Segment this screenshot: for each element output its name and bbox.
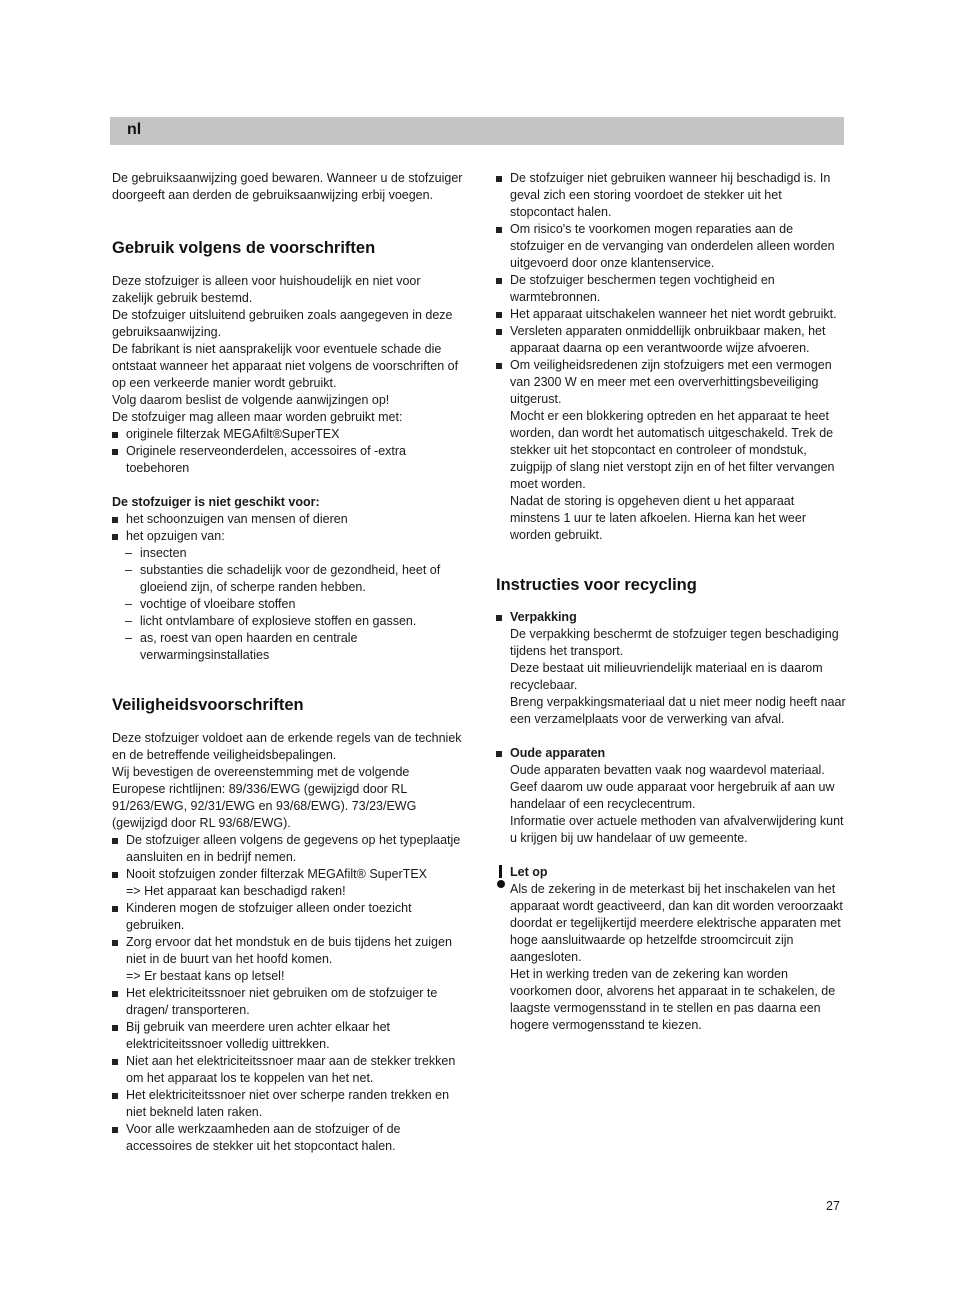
overheat-paragraph: Mocht er een blokkering optreden en het apparaat te heet worden, dan wordt het automatisch uitgeschakeld. Trek de stekker uit het stopcontact en controleer of mondstuk, zuigpijp of slang niet verstopt zijn en of het filter vervangen moet worden. bbox=[510, 409, 835, 491]
usage-paragraph: De stofzuiger mag alleen maar worden gebruikt met: bbox=[112, 410, 403, 424]
list-item: De stofzuiger alleen volgens de gegevens op het typeplaatje aansluiten en in bedrijf nemen. bbox=[112, 832, 464, 866]
list-item: De stofzuiger beschermen tegen vochtigheid en warmtebronnen. bbox=[496, 272, 846, 306]
section-title-safety: Veiligheidsvoorschriften bbox=[112, 696, 304, 714]
safety-paragraph: Wij bevestigen de overeenstemming met de volgende Europese richtlijnen: 89/336/EWG (gewijzigd door RL 91/263/EWG, 92/31/EWG en 93/68/EWG). 73/23/EWG (gewijzigd door RL 93/68/EWG). bbox=[112, 765, 417, 830]
packaging-heading: Verpakking bbox=[496, 609, 846, 626]
not-suitable-heading: De stofzuiger is niet geschikt voor: bbox=[112, 495, 320, 509]
list-item: Originele reserveonderdelen, accessoires of -extra toebehoren bbox=[112, 443, 464, 477]
list-item: Bij gebruik van meerdere uren achter elkaar het elektriciteitssnoer volledig uittrekken. bbox=[112, 1019, 464, 1053]
list-item: De stofzuiger niet gebruiken wanneer hij beschadigd is. In geval zich een storing voordoet de stekker uit het stopcontact halen. bbox=[496, 170, 846, 221]
right-column bbox=[496, 170, 846, 1034]
list-item: Kinderen mogen de stofzuiger alleen onder toezicht gebruiken. bbox=[112, 900, 464, 934]
packaging-paragraph: De verpakking beschermt de stofzuiger tegen beschadiging tijdens het transport. bbox=[510, 627, 839, 658]
note-paragraph: Het in werking treden van de zekering kan worden voorkomen door, alvorens het apparaat in te schakelen, de laagste vermogensstand in te stellen en pas daarna een hogere vermogensstand te kiezen. bbox=[510, 967, 836, 1032]
note-heading bbox=[496, 864, 846, 881]
list-item: het schoonzuigen van mensen of dieren bbox=[112, 511, 464, 528]
section-title-usage: Gebruik volgens de voorschriften bbox=[112, 239, 376, 257]
safety-list-continued bbox=[496, 170, 846, 408]
list-item: Het apparaat uitschakelen wanneer het niet wordt gebruikt. bbox=[496, 306, 846, 323]
dash-item: – licht ontvlambare of explosieve stoffen en gassen. bbox=[112, 613, 464, 630]
list-item: het opzuigen van: bbox=[112, 528, 464, 545]
usage-list bbox=[112, 426, 464, 477]
list-item: Het elektriciteitssnoer niet over scherpe randen trekken en niet bekneld laten raken. bbox=[112, 1087, 464, 1121]
language-header-bar bbox=[110, 117, 844, 145]
list-item: Voor alle werkzaamheden aan de stofzuiger of de accessoires de stekker uit het stopcontact halen. bbox=[112, 1121, 464, 1155]
list-item: Nooit stofzuigen zonder filterzak MEGAfilt® SuperTEX => Het apparaat kan beschadigd raken! bbox=[112, 866, 464, 900]
dash-item: – as, roest van open haarden en centrale verwarmingsinstallaties bbox=[112, 630, 464, 664]
list-item: Het elektriciteitssnoer niet gebruiken om de stofzuiger te dragen/ transporteren. bbox=[112, 985, 464, 1019]
usage-paragraph: Deze stofzuiger is alleen voor huishoudelijk en niet voor zakelijk gebruik bestemd. bbox=[112, 274, 421, 305]
not-suitable-list bbox=[112, 511, 464, 664]
dash-item: – insecten bbox=[112, 545, 464, 562]
dash-item: – substanties die schadelijk voor de gezondheid, heet of gloeiend zijn, of scherpe randen hebben. bbox=[112, 562, 464, 596]
usage-paragraph: Volg daarom beslist de volgende aanwijzingen op! bbox=[112, 393, 390, 407]
old-appliances-paragraph: Informatie over actuele methoden van afvalverwijdering kunt u krijgen bij uw handelaar of uw gemeente. bbox=[510, 814, 844, 845]
old-appliances-paragraph: Oude apparaten bevatten vaak nog waardevol materiaal. Geef daarom uw oude apparaat voor hergebruik af aan uw handelaar of een recyclecentrum. bbox=[510, 763, 835, 811]
language-label: nl bbox=[127, 121, 142, 138]
list-item: Versleten apparaten onmiddellijk onbruikbaar maken, het apparaat daarna op een verantwoorde wijze afvoeren. bbox=[496, 323, 846, 357]
section-title-recycling: Instructies voor recycling bbox=[496, 576, 697, 594]
list-item: Niet aan het elektriciteitssnoer maar aan de stekker trekken om het apparaat los te koppelen van het net. bbox=[112, 1053, 464, 1087]
dash-item: – vochtige of vloeibare stoffen bbox=[112, 596, 464, 613]
list-item: Zorg ervoor dat het mondstuk en de buis tijdens het zuigen niet in de buurt van het hoofd komen. => Er bestaat kans op letsel! bbox=[112, 934, 464, 985]
note-title: Let op bbox=[510, 865, 548, 879]
usage-paragraph: De fabrikant is niet aansprakelijk voor eventuele schade die ontstaat wanneer het apparaat niet volgens de voorschriften of op een verkeerde manier wordt gebruikt. bbox=[112, 342, 459, 390]
list-item: originele filterzak MEGAfilt®SuperTEX bbox=[112, 426, 464, 443]
left-column bbox=[112, 170, 464, 1155]
list-item: Om risico's te voorkomen mogen reparaties aan de stofzuiger en de vervanging van onderdelen alleen worden uitgevoerd door onze klantenservice. bbox=[496, 221, 846, 272]
page-number: 27 bbox=[826, 1199, 840, 1213]
usage-paragraph: De stofzuiger uitsluitend gebruiken zoals aangegeven in deze gebruiksaanwijzing. bbox=[112, 308, 453, 339]
intro-text: De gebruiksaanwijzing goed bewaren. Wanneer u de stofzuiger doorgeeft aan derden de gebruiksaanwijzing erbij voegen. bbox=[112, 171, 463, 202]
overheat-paragraph: Nadat de storing is opgeheven dient u het apparaat minstens 1 uur te laten afkoelen. Hierna kan het weer worden gebruikt. bbox=[510, 494, 807, 542]
packaging-paragraph: Breng verpakkingsmateriaal dat u niet meer nodig heeft naar een verzamelplaats voor de verwerking van afval. bbox=[510, 695, 846, 726]
packaging-paragraph: Deze bestaat uit milieuvriendelijk materiaal en is daarom recyclebaar. bbox=[510, 661, 823, 692]
list-item: Om veiligheidsredenen zijn stofzuigers met een vermogen van 2300 W en meer met een oververhittingsbeveiliging uitgerust. bbox=[496, 357, 846, 408]
warning-exclamation-icon bbox=[496, 863, 506, 893]
note-paragraph: Als de zekering in de meterkast bij het inschakelen van het apparaat wordt geactiveerd, dan kan dit worden veroorzaakt doordat er tegelijkertijd meerdere elektrische apparaten met hoge aansluitwaarde op hetzelfde stroomcircuit zijn aangesloten. bbox=[510, 882, 843, 964]
safety-paragraph: Deze stofzuiger voldoet aan de erkende regels van de techniek en de betreffende veiligheidsbepalingen. bbox=[112, 731, 462, 762]
safety-list bbox=[112, 832, 464, 1155]
old-appliances-heading: Oude apparaten bbox=[496, 745, 846, 762]
